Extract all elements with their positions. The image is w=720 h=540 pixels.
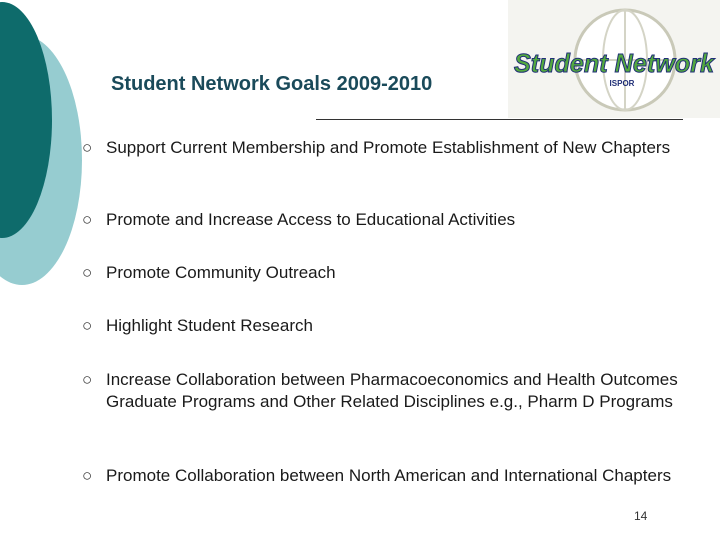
bullet-marker: ○ <box>82 138 93 157</box>
list-item <box>82 262 692 284</box>
logo-text: Student Network <box>514 48 716 78</box>
bullet-marker: ○ <box>82 263 93 282</box>
list-item <box>82 465 692 487</box>
bullet-text: Promote Collaboration between North American and International Chapters <box>106 466 672 485</box>
list-item <box>82 369 692 413</box>
list-item <box>82 137 692 159</box>
bullet-marker: ○ <box>82 210 93 229</box>
bullet-text: Highlight Student Research <box>106 316 313 335</box>
page-number: 14 <box>634 509 648 523</box>
bullet-marker: ○ <box>82 370 93 389</box>
bullet-text: Support Current Membership and Promote Establishment of New Chapters <box>106 138 671 157</box>
bullet-text: Promote and Increase Access to Educational Activities <box>106 210 516 229</box>
logo-subtext: ISPOR <box>609 79 635 88</box>
list-item <box>82 209 692 231</box>
bullet-marker: ○ <box>82 466 93 485</box>
bullet-text: Promote Community Outreach <box>106 263 336 282</box>
bullet-text: Increase Collaboration between Pharmacoeconomics and Health Outcomes Graduate Programs and Other Related Disciplines e.g., Pharm D Programs <box>106 370 678 411</box>
list-item <box>82 315 692 337</box>
bullet-marker: ○ <box>82 316 93 335</box>
slide-title: Student Network Goals 2009-2010 <box>111 73 433 95</box>
